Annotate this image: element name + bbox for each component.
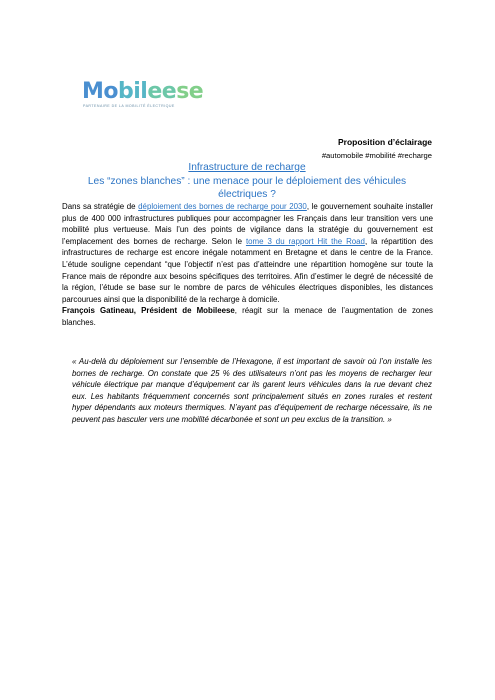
document-body: [62, 201, 433, 329]
mobileese-logo: [82, 80, 202, 114]
paragraph-strategy: [62, 201, 433, 305]
paragraph-text: , réagit sur la menace de l’augmentation de zones blanches.: [62, 306, 433, 327]
president-quote: [72, 356, 432, 426]
paragraph-president: [62, 305, 433, 328]
quote-text: « Au-delà du déploiement sur l’ensemble de l’Hexagone, il est important de savoir où l’on installe les bornes de recharge. On constate que 25 % des utilisateurs n’ont pas les moyens de recharger leur véhicule électrique par manque d’équipement car ils garent leurs véhicules dans la rue devant chez eux. Les habitants fréquemment concernés sont principalement situés en zones rurales et restent hyper dépendants aux moteurs thermiques. N’ayant pas d’équipement de recharge nécessaire, ils ne peuvent pas basculer vers une mobilité décarbonée et sont un peu exclus de la transition. »: [72, 357, 432, 424]
link-deploiement-bornes[interactable]: déploiement des bornes de recharge pour 2030: [138, 202, 307, 211]
logo-tagline: PARTENAIRE DE LA MOBILITÉ ÉLECTRIQUE: [83, 104, 175, 108]
paragraph-text: , le gouvernement souhaite installer plus de 400 000 infrastructures publiques pour accompagner les Français dans leur transition vers une mobilité plus vertueuse. Mais l’un des points de vigilance dans la stratégie du gouvernement est l’emplacement des bornes de recharge. Selon le: [62, 202, 433, 246]
document-title: Infrastructure de recharge: [188, 162, 306, 173]
link-rapport-hit-the-road[interactable]: tome 3 du rapport Hit the Road: [245, 236, 365, 246]
document-subtitle: Les “zones blanches” : une menace pour le déploiement des véhicules électriques ?: [87, 176, 407, 200]
logo-wordmark: Mobileese: [82, 79, 204, 104]
president-name: François Gatineau, Président de Mobileese: [62, 306, 235, 316]
hashtags: #automobile #mobilité #recharge: [321, 151, 432, 160]
paragraph-text: , la répartition des infrastructures de recharge est encore inégale notamment en Bretagne et dans le centre de la France. L’étude souligne cependant “que l’objectif n’est pas d’atteindre une répartition homogène sur toute la France mais de répondre aux besoins spécifiques des territoires. Afin d’estimer le degré de nécessité de la région, l’étude se base sur le nombre de parcs de véhicules électriques disponibles, les distances parcourues ainsi que la disponibilité de la recharge à domicile.: [62, 236, 433, 304]
paragraph-text: Dans sa stratégie de: [62, 202, 139, 211]
document-kicker: Proposition d’éclairage: [338, 137, 432, 147]
